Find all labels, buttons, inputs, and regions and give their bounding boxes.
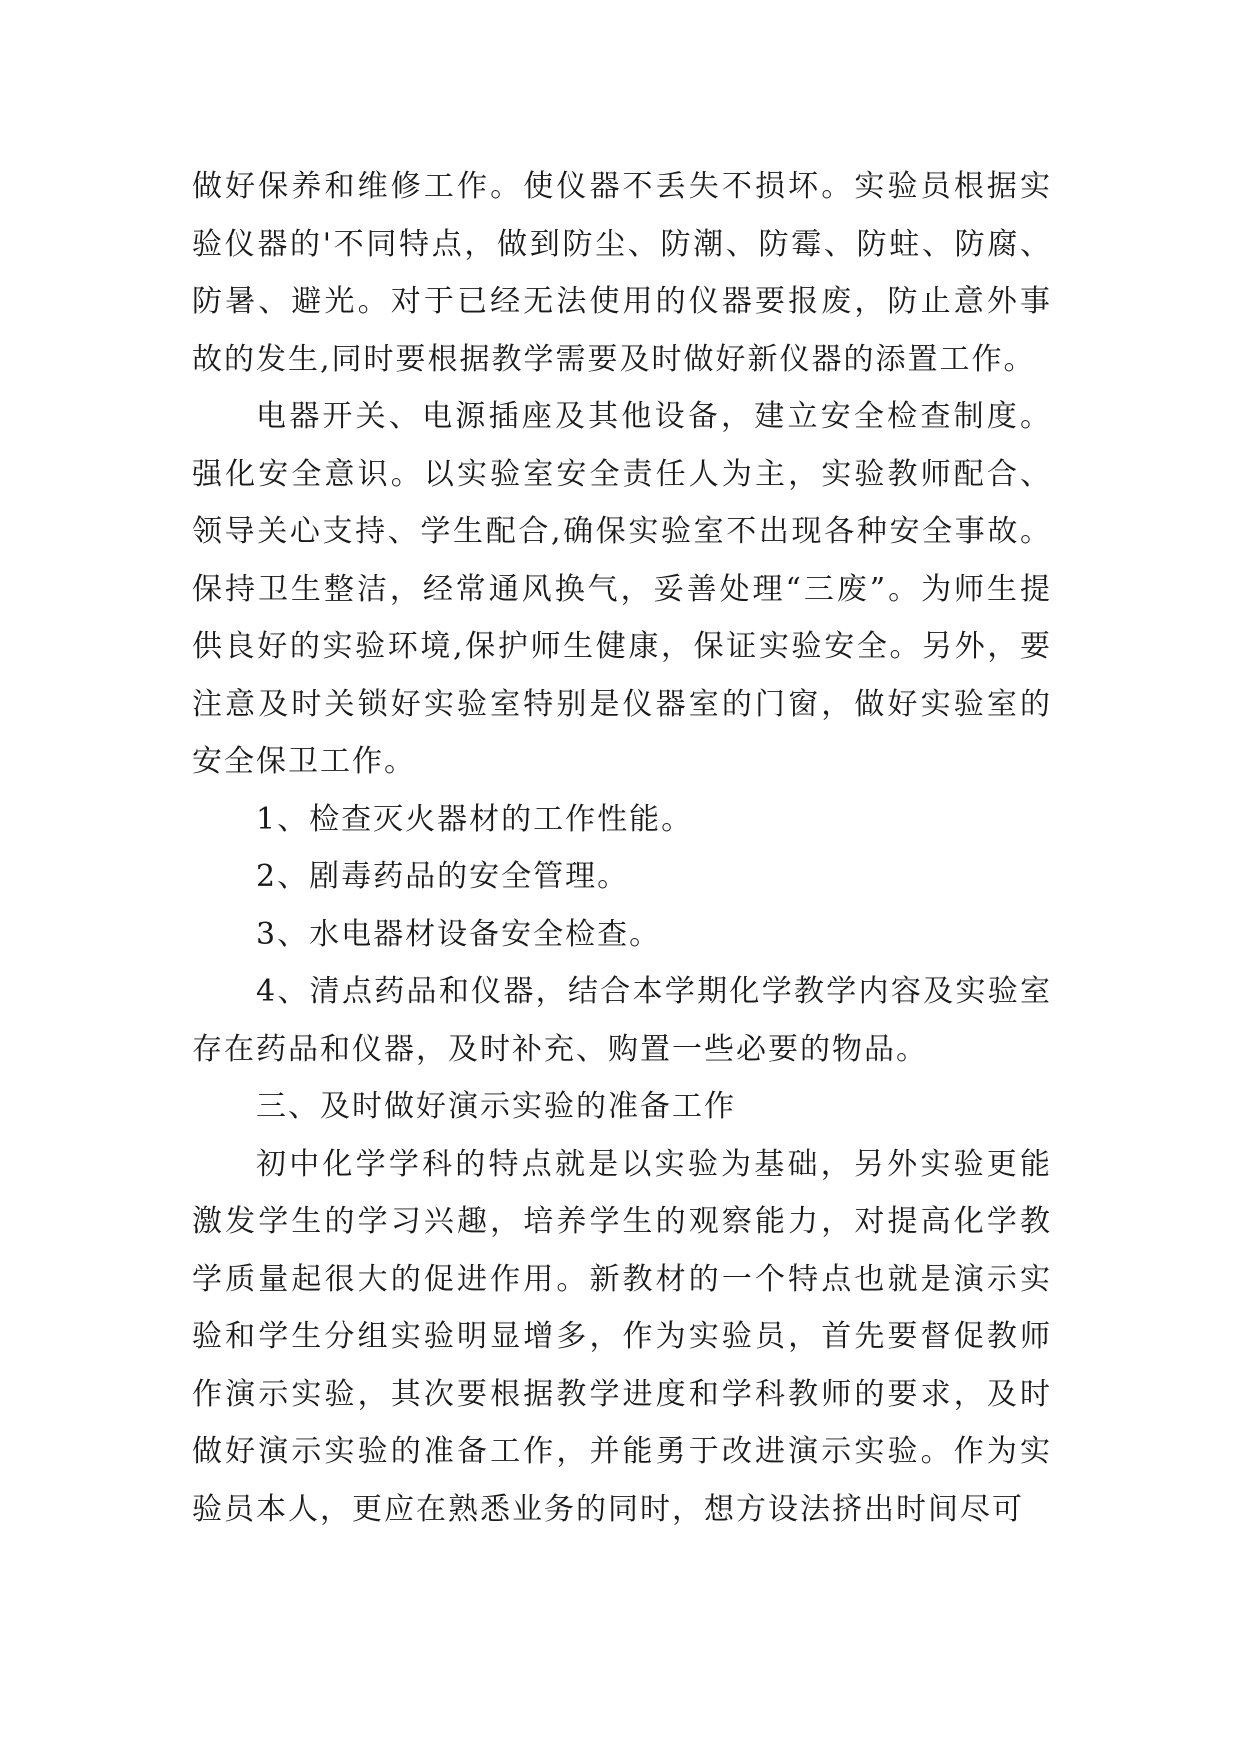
paragraph-safety-system: 电器开关、电源插座及其他设备，建立安全检查制度。强化安全意识。以实验室安全责任人为主，实验教师配合、领导关心支持、学生配合,确保实验室不出现各种安全事故。保持卫生整洁，经常通风换气，妥善处理“三废”。为师生提供良好的实验环境,保护师生健康，保证实验安全。另外，要注意及时关锁好实验室特别是仪器室的门窗，做好实验室的安全保卫工作。 <box>192 399 1052 779</box>
paragraph-demo-experiments: 初中化学学科的特点就是以实验为基础，另外实验更能激发学生的学习兴趣，培养学生的观察能力，对提高化学教学质量起很大的促进作用。新教材的一个特点也就是演示实验和学生分组实验明显增多，作为实验员，首先要督促教师作演示实验，其次要根据教学进度和学科教师的要求，及时做好演示实验的准备工作，并能勇于改进演示实验。作为实验员本人，更应在熟悉业务的同时，想方设法挤出时间尽可 <box>192 1146 1052 1527</box>
document-body <box>192 158 1052 1538</box>
paragraph-continuation: 做好保养和维修工作。使仪器不丢失不损坏。实验员根据实验仪器的'不同特点，做到防尘、防潮、防霉、防蛀、防腐、防暑、避光。对于已经无法使用的仪器要报废，防止意外事故的发生,同时要根据教学需要及时做好新仪器的添置工作。 <box>192 169 1052 377</box>
list-item-3: 3、水电器材设备安全检查。 <box>256 916 662 952</box>
section-heading-3: 三、及时做好演示实验的准备工作 <box>256 1089 736 1124</box>
list-item-2: 2、剧毒药品的安全管理。 <box>256 859 630 894</box>
list-item-1: 1、检查灭火器材的工作性能。 <box>256 801 694 837</box>
list-item-4: 4、清点药品和仪器，结合本学期化学教学内容及实验室存在药品和仪器，及时补充、购置一些必要的物品。 <box>192 974 1052 1067</box>
